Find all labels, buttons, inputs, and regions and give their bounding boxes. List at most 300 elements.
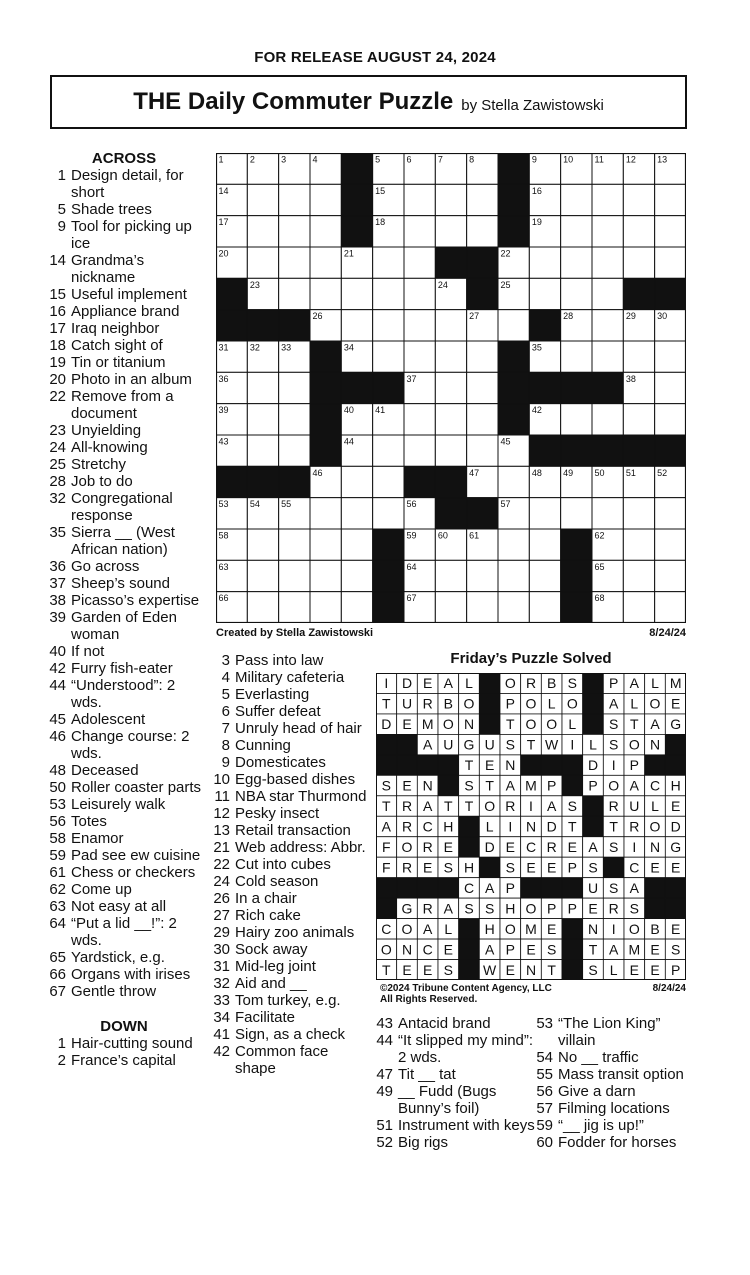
cell-number: 36 bbox=[218, 373, 229, 384]
grid-cell[interactable] bbox=[561, 247, 592, 278]
grid-cell[interactable] bbox=[404, 278, 435, 309]
clue-text: Go across bbox=[71, 558, 140, 575]
clue-item bbox=[213, 771, 373, 788]
solution-letter: O bbox=[504, 920, 516, 937]
solution-letter: S bbox=[546, 941, 557, 958]
solution-letter: G bbox=[670, 716, 682, 733]
cell-number: 64 bbox=[406, 561, 417, 572]
solution-letter: S bbox=[588, 859, 598, 876]
grid-cell[interactable] bbox=[435, 310, 466, 341]
clue-item bbox=[213, 1026, 373, 1043]
clue-text: NBA star Thurmond bbox=[235, 788, 367, 805]
solution-letter: P bbox=[546, 777, 557, 794]
grid-cell[interactable] bbox=[341, 529, 372, 560]
solution-letter: L bbox=[609, 961, 618, 978]
grid-cell[interactable] bbox=[655, 341, 686, 372]
grid-cell[interactable] bbox=[341, 310, 372, 341]
solution-letter: A bbox=[422, 736, 433, 753]
clue-text: Military cafeteria bbox=[235, 669, 345, 686]
solution-letter: C bbox=[525, 838, 537, 855]
grid-black-cell bbox=[561, 529, 592, 560]
solution-letter: R bbox=[546, 838, 557, 855]
grid-cell[interactable] bbox=[655, 216, 686, 247]
grid-cell[interactable] bbox=[498, 466, 529, 497]
solution-black-cell bbox=[583, 673, 604, 693]
grid-cell[interactable] bbox=[623, 247, 654, 278]
grid-cell[interactable] bbox=[373, 435, 404, 466]
clue-number: 1 bbox=[57, 1035, 66, 1052]
cell-number: 53 bbox=[218, 499, 229, 510]
solution-letter: P bbox=[608, 675, 619, 692]
clue-number: 44 bbox=[49, 677, 66, 694]
clue-item bbox=[49, 779, 207, 796]
solution-letter: S bbox=[505, 736, 516, 753]
cell-number: 7 bbox=[437, 154, 443, 165]
solution-letter: L bbox=[485, 818, 494, 835]
grid-cell[interactable] bbox=[561, 216, 592, 247]
clue-item bbox=[49, 354, 207, 371]
solution-letter: S bbox=[381, 777, 392, 794]
clue-text: __ Fudd (Bugs Bunny’s foil) bbox=[398, 1083, 497, 1117]
cell-number: 37 bbox=[406, 373, 417, 384]
grid-black-cell bbox=[310, 372, 341, 403]
clue-text: Web address: Abbr. bbox=[235, 839, 366, 856]
grid-cell[interactable] bbox=[404, 184, 435, 215]
grid-cell[interactable] bbox=[623, 592, 654, 623]
clue-text: Grandma’s nickname bbox=[71, 252, 145, 286]
grid-cell[interactable] bbox=[561, 404, 592, 435]
grid-cell[interactable] bbox=[247, 216, 278, 247]
solution-black-cell bbox=[521, 878, 542, 898]
solution-black-cell bbox=[562, 755, 583, 775]
grid-cell[interactable] bbox=[467, 404, 498, 435]
grid-cell[interactable] bbox=[341, 466, 372, 497]
clue-item bbox=[213, 1043, 373, 1077]
grid-cell[interactable] bbox=[529, 278, 560, 309]
solution-letter: P bbox=[629, 757, 640, 774]
grid-cell[interactable] bbox=[310, 529, 341, 560]
grid-black-cell bbox=[404, 466, 435, 497]
grid-cell[interactable] bbox=[623, 404, 654, 435]
grid-cell[interactable] bbox=[310, 278, 341, 309]
clue-item bbox=[49, 388, 207, 422]
clue-text: Tool for picking up ice bbox=[71, 218, 192, 252]
grid-cell[interactable] bbox=[467, 592, 498, 623]
clue-item bbox=[49, 1035, 207, 1052]
clue-number: 63 bbox=[49, 898, 66, 915]
grid-cell[interactable] bbox=[592, 184, 623, 215]
grid-cell[interactable] bbox=[623, 184, 654, 215]
grid-cell[interactable] bbox=[623, 341, 654, 372]
grid-black-cell bbox=[341, 153, 372, 184]
solution-letter: F bbox=[382, 838, 391, 855]
grid-cell[interactable] bbox=[498, 560, 529, 591]
grid-black-cell bbox=[373, 372, 404, 403]
solution-black-cell bbox=[438, 755, 459, 775]
grid-cell[interactable] bbox=[373, 247, 404, 278]
grid-cell[interactable] bbox=[279, 372, 310, 403]
solution-letter: T bbox=[630, 716, 639, 733]
solution-letter: R bbox=[401, 859, 413, 876]
grid-cell[interactable] bbox=[561, 278, 592, 309]
clue-number: 1 bbox=[57, 167, 66, 184]
clue-number: 54 bbox=[536, 1049, 553, 1066]
grid-cell[interactable] bbox=[529, 498, 560, 529]
solution-letter: I bbox=[384, 675, 389, 692]
solution-letter: A bbox=[588, 838, 598, 855]
clue-item bbox=[376, 1015, 536, 1032]
grid-cell[interactable] bbox=[435, 341, 466, 372]
grid-cell[interactable] bbox=[310, 247, 341, 278]
solution-letter: E bbox=[422, 859, 433, 876]
grid-cell[interactable] bbox=[467, 435, 498, 466]
clue-item bbox=[213, 686, 373, 703]
grid-cell[interactable] bbox=[310, 592, 341, 623]
clue-number: 57 bbox=[536, 1100, 553, 1117]
solution-grid-svg bbox=[376, 673, 686, 980]
grid-cell[interactable] bbox=[435, 592, 466, 623]
grid-cell[interactable] bbox=[435, 404, 466, 435]
cell-number: 31 bbox=[218, 342, 229, 353]
clue-text: Hair-cutting sound bbox=[71, 1035, 193, 1052]
grid-cell[interactable] bbox=[435, 560, 466, 591]
clue-item bbox=[49, 371, 207, 388]
grid-black-cell bbox=[310, 341, 341, 372]
grid-cell[interactable] bbox=[655, 404, 686, 435]
clue-number: 41 bbox=[213, 1026, 230, 1043]
cell-number: 28 bbox=[563, 311, 574, 322]
grid-cell[interactable] bbox=[310, 216, 341, 247]
grid-cell[interactable] bbox=[655, 529, 686, 560]
solution-letter: A bbox=[484, 941, 495, 958]
clue-text: Leisurely walk bbox=[71, 796, 166, 813]
clue-item bbox=[49, 473, 207, 490]
solution-black-cell bbox=[417, 878, 438, 898]
grid-cell[interactable] bbox=[373, 278, 404, 309]
clue-text: Roller coaster parts bbox=[71, 779, 202, 796]
grid-cell[interactable] bbox=[341, 498, 372, 529]
solution-letter: D bbox=[546, 818, 557, 835]
clue-text: Iraq neighbor bbox=[71, 320, 160, 337]
grid-cell[interactable] bbox=[498, 529, 529, 560]
grid-cell[interactable] bbox=[623, 529, 654, 560]
clue-item bbox=[536, 1117, 696, 1134]
grid-cell[interactable] bbox=[498, 310, 529, 341]
solution-letter: E bbox=[629, 961, 640, 978]
solution-letter: U bbox=[484, 736, 495, 753]
solution-black-cell bbox=[459, 837, 480, 857]
solution-letter: H bbox=[670, 777, 681, 794]
clue-text: Garden of Eden woman bbox=[71, 609, 177, 643]
cell-number: 3 bbox=[281, 154, 287, 165]
solution-letter: E bbox=[650, 961, 660, 978]
clue-item bbox=[213, 839, 373, 856]
grid-cell[interactable] bbox=[404, 341, 435, 372]
grid-cell[interactable] bbox=[247, 184, 278, 215]
grid-cell[interactable] bbox=[529, 247, 560, 278]
grid-cell[interactable] bbox=[592, 216, 623, 247]
down-clue-list-4 bbox=[536, 1015, 696, 1151]
solution-letter: U bbox=[629, 798, 640, 815]
solution-letter: O bbox=[649, 695, 661, 712]
grid-cell[interactable] bbox=[279, 216, 310, 247]
grid-black-cell bbox=[216, 278, 247, 309]
grid-cell[interactable] bbox=[279, 529, 310, 560]
solution-black-cell bbox=[376, 755, 397, 775]
solution-letter: O bbox=[608, 777, 620, 794]
solution-letter: O bbox=[484, 798, 496, 815]
grid-cell[interactable] bbox=[404, 247, 435, 278]
cell-number: 40 bbox=[343, 405, 354, 416]
grid-black-cell bbox=[279, 466, 310, 497]
grid-cell[interactable] bbox=[467, 560, 498, 591]
clue-number: 42 bbox=[213, 1043, 230, 1060]
cell-number: 58 bbox=[218, 530, 229, 541]
solution-letter: E bbox=[546, 920, 557, 937]
solution-letter: S bbox=[608, 879, 619, 896]
solution-letter: M bbox=[525, 777, 537, 794]
grid-cell[interactable] bbox=[561, 184, 592, 215]
grid-cell[interactable] bbox=[310, 184, 341, 215]
grid-cell[interactable] bbox=[404, 216, 435, 247]
clue-item bbox=[49, 660, 207, 677]
grid-cell[interactable] bbox=[373, 310, 404, 341]
grid-cell[interactable] bbox=[561, 498, 592, 529]
solution-letter: T bbox=[506, 716, 515, 733]
grid-cell[interactable] bbox=[279, 278, 310, 309]
clue-item bbox=[536, 1015, 696, 1049]
clue-number: 4 bbox=[221, 669, 230, 686]
grid-cell[interactable] bbox=[529, 592, 560, 623]
crossword-grid[interactable] bbox=[216, 153, 686, 623]
grid-cell[interactable] bbox=[529, 529, 560, 560]
grid-black-cell bbox=[498, 404, 529, 435]
grid-black-cell bbox=[592, 435, 623, 466]
solution-letter: L bbox=[630, 695, 639, 712]
solution-letter: D bbox=[587, 757, 599, 774]
solution-letter: T bbox=[526, 736, 536, 753]
clue-column-4 bbox=[536, 1015, 696, 1151]
grid-cell[interactable] bbox=[435, 435, 466, 466]
grid-cell[interactable] bbox=[341, 592, 372, 623]
grid-cell[interactable] bbox=[247, 247, 278, 278]
grid-cell[interactable] bbox=[373, 341, 404, 372]
grid-cell[interactable] bbox=[467, 216, 498, 247]
clue-text: Egg-based dishes bbox=[235, 771, 356, 788]
clue-item bbox=[49, 303, 207, 320]
solution-letter: S bbox=[608, 838, 619, 855]
grid-cell[interactable] bbox=[247, 592, 278, 623]
clue-number: 3 bbox=[221, 652, 230, 669]
grid-cell[interactable] bbox=[655, 498, 686, 529]
clue-number: 39 bbox=[49, 609, 66, 626]
solution-letter: O bbox=[525, 716, 537, 733]
solution-letter: S bbox=[464, 900, 474, 917]
grid-cell[interactable] bbox=[592, 247, 623, 278]
solution-black-cell bbox=[645, 878, 666, 898]
grid-cell[interactable] bbox=[341, 560, 372, 591]
clue-number: 24 bbox=[213, 873, 230, 890]
cell-number: 14 bbox=[218, 185, 229, 196]
clue-item bbox=[49, 201, 207, 218]
puzzle-title: THE Daily Commuter Puzzle bbox=[133, 88, 454, 115]
grid-cell[interactable] bbox=[247, 560, 278, 591]
grid-cell[interactable] bbox=[498, 592, 529, 623]
grid-cell[interactable] bbox=[247, 435, 278, 466]
grid-black-cell bbox=[435, 498, 466, 529]
grid-cell[interactable] bbox=[247, 372, 278, 403]
solution-date: 8/24/24 bbox=[652, 983, 686, 994]
grid-cell[interactable] bbox=[655, 592, 686, 623]
clue-text: Useful implement bbox=[71, 286, 187, 303]
grid-cell[interactable] bbox=[592, 310, 623, 341]
grid-cell[interactable] bbox=[279, 184, 310, 215]
cell-number: 12 bbox=[625, 154, 636, 165]
grid-cell[interactable] bbox=[592, 404, 623, 435]
clue-text: Antacid brand bbox=[398, 1015, 491, 1032]
clue-number: 49 bbox=[376, 1083, 393, 1100]
solution-letter: N bbox=[505, 757, 516, 774]
grid-cell[interactable] bbox=[655, 184, 686, 215]
grid-cell[interactable] bbox=[279, 247, 310, 278]
clue-text: Everlasting bbox=[235, 686, 310, 703]
grid-black-cell bbox=[529, 372, 560, 403]
solution-grid bbox=[376, 673, 686, 980]
grid-cell[interactable] bbox=[279, 435, 310, 466]
clue-number: 9 bbox=[57, 218, 66, 235]
grid-cell[interactable] bbox=[655, 560, 686, 591]
solution-letter: E bbox=[484, 757, 495, 774]
solution-letter: P bbox=[546, 900, 557, 917]
grid-black-cell bbox=[373, 560, 404, 591]
cell-number: 15 bbox=[375, 185, 386, 196]
solution-letter: C bbox=[422, 818, 433, 835]
clue-number: 42 bbox=[49, 660, 66, 677]
solution-letter: N bbox=[649, 838, 661, 855]
grid-black-cell bbox=[341, 216, 372, 247]
solution-black-cell bbox=[397, 734, 418, 754]
solution-letter: L bbox=[651, 675, 659, 692]
grid-cell[interactable] bbox=[373, 466, 404, 497]
clue-text: If not bbox=[71, 643, 105, 660]
cell-number: 44 bbox=[343, 436, 354, 447]
solution-letter: T bbox=[485, 777, 494, 794]
solution-letter: T bbox=[464, 757, 474, 774]
cell-number: 4 bbox=[312, 154, 318, 165]
clue-item bbox=[213, 856, 373, 873]
clue-text: Big rigs bbox=[398, 1134, 449, 1151]
cell-number: 61 bbox=[469, 530, 480, 541]
cell-number: 6 bbox=[406, 154, 412, 165]
grid-cell[interactable] bbox=[592, 278, 623, 309]
clue-text: Chess or checkers bbox=[71, 864, 196, 881]
grid-cell[interactable] bbox=[529, 560, 560, 591]
cell-number: 32 bbox=[249, 342, 260, 353]
solution-letter: S bbox=[608, 736, 619, 753]
grid-cell[interactable] bbox=[561, 341, 592, 372]
solution-letter: S bbox=[443, 859, 454, 876]
solution-letter: I bbox=[529, 798, 533, 815]
clue-item bbox=[213, 703, 373, 720]
solution-letter: H bbox=[463, 859, 475, 876]
solution-black-cell bbox=[562, 939, 583, 959]
solution-letter: N bbox=[463, 716, 475, 733]
solution-black-cell bbox=[459, 939, 480, 959]
crossword-grid-svg[interactable] bbox=[216, 153, 686, 623]
grid-cell[interactable] bbox=[623, 560, 654, 591]
solution-black-cell bbox=[562, 878, 583, 898]
solution-black-cell bbox=[479, 673, 500, 693]
solution-letter: O bbox=[504, 675, 516, 692]
grid-cell[interactable] bbox=[247, 529, 278, 560]
solution-letter: T bbox=[464, 798, 474, 815]
grid-cell[interactable] bbox=[435, 372, 466, 403]
cell-number: 2 bbox=[249, 154, 255, 165]
clue-item bbox=[213, 754, 373, 771]
solution-black-cell bbox=[479, 857, 500, 877]
grid-cell[interactable] bbox=[435, 184, 466, 215]
clue-number: 23 bbox=[49, 422, 66, 439]
grid-black-cell bbox=[592, 372, 623, 403]
solution-letter: O bbox=[566, 695, 578, 712]
grid-cell[interactable] bbox=[247, 404, 278, 435]
clue-item bbox=[49, 337, 207, 354]
grid-cell[interactable] bbox=[467, 184, 498, 215]
cell-number: 20 bbox=[218, 248, 229, 259]
solution-letter: E bbox=[546, 859, 557, 876]
grid-cell[interactable] bbox=[435, 216, 466, 247]
solution-letter: H bbox=[505, 900, 516, 917]
grid-cell[interactable] bbox=[341, 278, 372, 309]
solution-letter: L bbox=[444, 920, 453, 937]
solution-letter: D bbox=[381, 716, 392, 733]
solution-letter: W bbox=[483, 961, 497, 978]
solution-letter: O bbox=[401, 920, 413, 937]
clue-text: Aid and __ bbox=[235, 975, 307, 992]
clue-text: Sierra __ (West African nation) bbox=[71, 524, 175, 558]
grid-cell[interactable] bbox=[623, 498, 654, 529]
grid-cell[interactable] bbox=[655, 372, 686, 403]
grid-cell[interactable] bbox=[467, 341, 498, 372]
clue-item bbox=[213, 669, 373, 686]
clue-number: 33 bbox=[213, 992, 230, 1009]
clue-item bbox=[376, 1032, 536, 1066]
grid-cell[interactable] bbox=[404, 404, 435, 435]
solution-black-cell bbox=[541, 878, 562, 898]
clue-number: 18 bbox=[49, 337, 66, 354]
grid-cell[interactable] bbox=[623, 216, 654, 247]
grid-cell[interactable] bbox=[310, 498, 341, 529]
grid-cell[interactable] bbox=[404, 310, 435, 341]
clue-item bbox=[49, 677, 207, 711]
grid-cell[interactable] bbox=[655, 247, 686, 278]
grid-cell[interactable] bbox=[592, 341, 623, 372]
grid-cell[interactable] bbox=[279, 404, 310, 435]
clue-item bbox=[49, 252, 207, 286]
grid-cell[interactable] bbox=[279, 560, 310, 591]
clue-number: 55 bbox=[536, 1066, 553, 1083]
grid-black-cell bbox=[561, 592, 592, 623]
solution-letter: B bbox=[443, 695, 454, 712]
grid-cell[interactable] bbox=[279, 592, 310, 623]
grid-cell[interactable] bbox=[467, 372, 498, 403]
grid-cell[interactable] bbox=[404, 435, 435, 466]
grid-cell[interactable] bbox=[592, 498, 623, 529]
grid-cell[interactable] bbox=[373, 498, 404, 529]
clue-number: 60 bbox=[536, 1134, 553, 1151]
clue-text: No __ traffic bbox=[558, 1049, 639, 1066]
grid-cell[interactable] bbox=[310, 560, 341, 591]
